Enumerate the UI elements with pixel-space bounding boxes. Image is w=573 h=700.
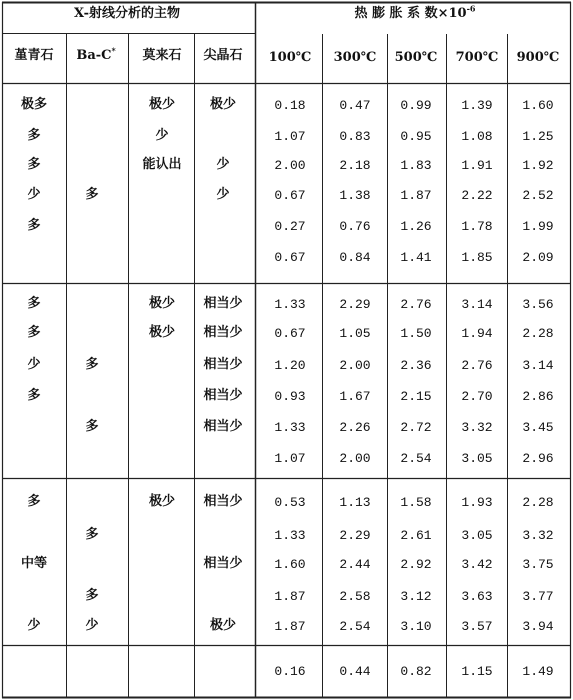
cell-expansion-900c: 1.25 [522, 129, 554, 144]
cell-expansion-700c: 3.14 [461, 297, 493, 312]
cell-mullite: 极少 [148, 296, 176, 311]
cell-expansion-700c: 3.05 [461, 451, 493, 466]
cell-cordierite: 多 [27, 128, 41, 143]
col-header-900c: 900℃ [516, 50, 560, 65]
thermal-header-text: 热 膨 胀 系 数×10 [354, 6, 467, 21]
col-header-ba-c-mark: * [111, 45, 116, 56]
cell-cordierite: 多 [27, 494, 41, 509]
cell-ba-c: 多 [85, 588, 99, 603]
cell-expansion-700c: 1.78 [461, 219, 493, 234]
cell-expansion-500c: 2.36 [400, 358, 432, 373]
cell-expansion-700c: 1.93 [461, 495, 493, 510]
cell-cordierite: 多 [27, 388, 41, 403]
cell-expansion-900c: 3.45 [522, 420, 554, 435]
cell-expansion-500c: 2.54 [400, 451, 432, 466]
thermal-header [354, 3, 476, 22]
cell-ba-c: 多 [85, 527, 99, 542]
cell-expansion-700c: 1.08 [461, 129, 493, 144]
cell-expansion-700c: 1.94 [461, 326, 493, 341]
cell-cordierite: 中等 [20, 556, 48, 571]
cell-expansion-100c: 1.87 [274, 589, 306, 604]
cell-cordierite: 少 [27, 187, 41, 202]
cell-expansion-500c: 3.10 [400, 619, 432, 634]
cell-spinel: 少 [216, 187, 230, 202]
cell-mullite: 极少 [148, 97, 176, 112]
cell-expansion-100c: 1.60 [274, 557, 306, 572]
cell-mullite: 极少 [148, 325, 176, 340]
xray-header [74, 6, 180, 22]
cell-expansion-500c: 2.15 [400, 389, 432, 404]
cell-expansion-500c: 2.76 [400, 297, 432, 312]
cell-expansion-300c: 0.76 [339, 219, 371, 234]
cell-mullite: 极少 [148, 494, 176, 509]
cell-expansion-900c: 3.32 [522, 528, 554, 543]
cell-expansion-900c: 3.56 [522, 297, 554, 312]
cell-expansion-100c: 0.53 [274, 495, 306, 510]
cell-expansion-100c: 0.67 [274, 188, 306, 203]
cell-expansion-100c: 0.27 [274, 219, 306, 234]
cell-expansion-700c: 2.76 [461, 358, 493, 373]
col-header-500c: 500℃ [394, 50, 438, 65]
cell-expansion-100c: 1.07 [274, 129, 306, 144]
cell-spinel: 相当少 [203, 296, 243, 311]
cell-ba-c: 多 [85, 357, 99, 372]
cell-spinel: 相当少 [203, 494, 243, 509]
cell-expansion-900c: 2.09 [522, 250, 554, 265]
cell-expansion-900c: 3.77 [522, 589, 554, 604]
thermal-header-exponent: -6 [466, 3, 476, 14]
cell-expansion-500c: 1.50 [400, 326, 432, 341]
cell-expansion-300c: 0.44 [339, 664, 371, 679]
cell-expansion-500c: 1.83 [400, 158, 432, 173]
cell-spinel: 极少 [209, 618, 237, 633]
col-header-mullite: 莫来石 [142, 48, 182, 63]
cell-mullite: 能认出 [142, 157, 182, 172]
cell-expansion-500c: 0.95 [400, 129, 432, 144]
cell-expansion-900c: 3.14 [522, 358, 554, 373]
cell-expansion-100c: 1.33 [274, 297, 306, 312]
cell-cordierite: 极多 [20, 97, 48, 112]
cell-expansion-900c: 3.94 [522, 619, 554, 634]
cell-expansion-100c: 0.18 [274, 98, 306, 113]
cell-ba-c: 多 [85, 419, 99, 434]
cell-expansion-700c: 3.05 [461, 528, 493, 543]
cell-expansion-900c: 1.60 [522, 98, 554, 113]
cell-expansion-100c: 0.67 [274, 250, 306, 265]
cell-expansion-700c: 2.70 [461, 389, 493, 404]
cell-cordierite: 少 [27, 357, 41, 372]
cell-expansion-900c: 1.92 [522, 158, 554, 173]
cell-expansion-300c: 2.26 [339, 420, 371, 435]
cell-expansion-300c: 2.58 [339, 589, 371, 604]
cell-expansion-100c: 0.67 [274, 326, 306, 341]
cell-expansion-700c: 3.57 [461, 619, 493, 634]
col-header-100c: 100℃ [268, 50, 312, 65]
cell-expansion-100c: 1.33 [274, 528, 306, 543]
cell-expansion-500c: 3.12 [400, 589, 432, 604]
cell-expansion-300c: 2.29 [339, 297, 371, 312]
cell-expansion-300c: 2.29 [339, 528, 371, 543]
cell-expansion-300c: 0.84 [339, 250, 371, 265]
cell-expansion-300c: 1.67 [339, 389, 371, 404]
cell-expansion-500c: 0.82 [400, 664, 432, 679]
cell-cordierite: 多 [27, 218, 41, 233]
col-header-300c: 300℃ [333, 50, 377, 65]
cell-expansion-900c: 2.28 [522, 495, 554, 510]
cell-expansion-700c: 1.15 [461, 664, 493, 679]
cell-mullite: 少 [155, 128, 169, 143]
cell-expansion-100c: 0.16 [274, 664, 306, 679]
cell-cordierite: 少 [27, 618, 41, 633]
cell-ba-c: 少 [85, 618, 99, 633]
cell-expansion-700c: 1.91 [461, 158, 493, 173]
cell-expansion-700c: 2.22 [461, 188, 493, 203]
col-header-ba-c-text: Ba-C [76, 48, 112, 63]
cell-expansion-300c: 2.54 [339, 619, 371, 634]
cell-spinel: 相当少 [203, 357, 243, 372]
cell-expansion-900c: 2.86 [522, 389, 554, 404]
cell-expansion-100c: 1.33 [274, 420, 306, 435]
cell-expansion-300c: 1.13 [339, 495, 371, 510]
cell-cordierite: 多 [27, 325, 41, 340]
cell-expansion-500c: 2.92 [400, 557, 432, 572]
cell-expansion-900c: 2.96 [522, 451, 554, 466]
cell-expansion-300c: 2.44 [339, 557, 371, 572]
cell-expansion-300c: 2.00 [339, 358, 371, 373]
cell-expansion-500c: 1.58 [400, 495, 432, 510]
cell-spinel: 相当少 [203, 325, 243, 340]
cell-expansion-500c: 1.41 [400, 250, 432, 265]
cell-expansion-300c: 2.00 [339, 451, 371, 466]
cell-expansion-900c: 1.99 [522, 219, 554, 234]
cell-expansion-300c: 1.05 [339, 326, 371, 341]
cell-expansion-900c: 1.49 [522, 664, 554, 679]
cell-expansion-700c: 3.42 [461, 557, 493, 572]
cell-expansion-100c: 1.07 [274, 451, 306, 466]
cell-expansion-900c: 3.75 [522, 557, 554, 572]
cell-ba-c: 多 [85, 187, 99, 202]
cell-spinel: 极少 [209, 97, 237, 112]
cell-expansion-500c: 1.87 [400, 188, 432, 203]
cell-spinel: 少 [216, 157, 230, 172]
cell-expansion-300c: 1.38 [339, 188, 371, 203]
cell-expansion-100c: 1.20 [274, 358, 306, 373]
col-header-ba-c [76, 45, 116, 64]
cell-spinel: 相当少 [203, 556, 243, 571]
cell-expansion-900c: 2.52 [522, 188, 554, 203]
cell-expansion-700c: 1.39 [461, 98, 493, 113]
cell-expansion-700c: 3.32 [461, 420, 493, 435]
cell-expansion-300c: 0.83 [339, 129, 371, 144]
col-header-spinel: 尖晶石 [203, 48, 243, 63]
cell-expansion-500c: 2.72 [400, 420, 432, 435]
cell-expansion-300c: 0.47 [339, 98, 371, 113]
cell-expansion-100c: 0.93 [274, 389, 306, 404]
col-header-cordierite: 堇青石 [14, 48, 54, 63]
cell-expansion-500c: 2.61 [400, 528, 432, 543]
cell-expansion-300c: 2.18 [339, 158, 371, 173]
cell-cordierite: 多 [27, 296, 41, 311]
cell-cordierite: 多 [27, 157, 41, 172]
cell-spinel: 相当少 [203, 419, 243, 434]
cell-expansion-500c: 0.99 [400, 98, 432, 113]
cell-expansion-100c: 2.00 [274, 158, 306, 173]
cell-expansion-700c: 3.63 [461, 589, 493, 604]
cell-expansion-500c: 1.26 [400, 219, 432, 234]
col-header-700c: 700℃ [455, 50, 499, 65]
xray-header-text: X-射线分析的主物 [73, 6, 181, 21]
cell-expansion-100c: 1.87 [274, 619, 306, 634]
cell-spinel: 相当少 [203, 388, 243, 403]
cell-expansion-900c: 2.28 [522, 326, 554, 341]
cell-expansion-700c: 1.85 [461, 250, 493, 265]
